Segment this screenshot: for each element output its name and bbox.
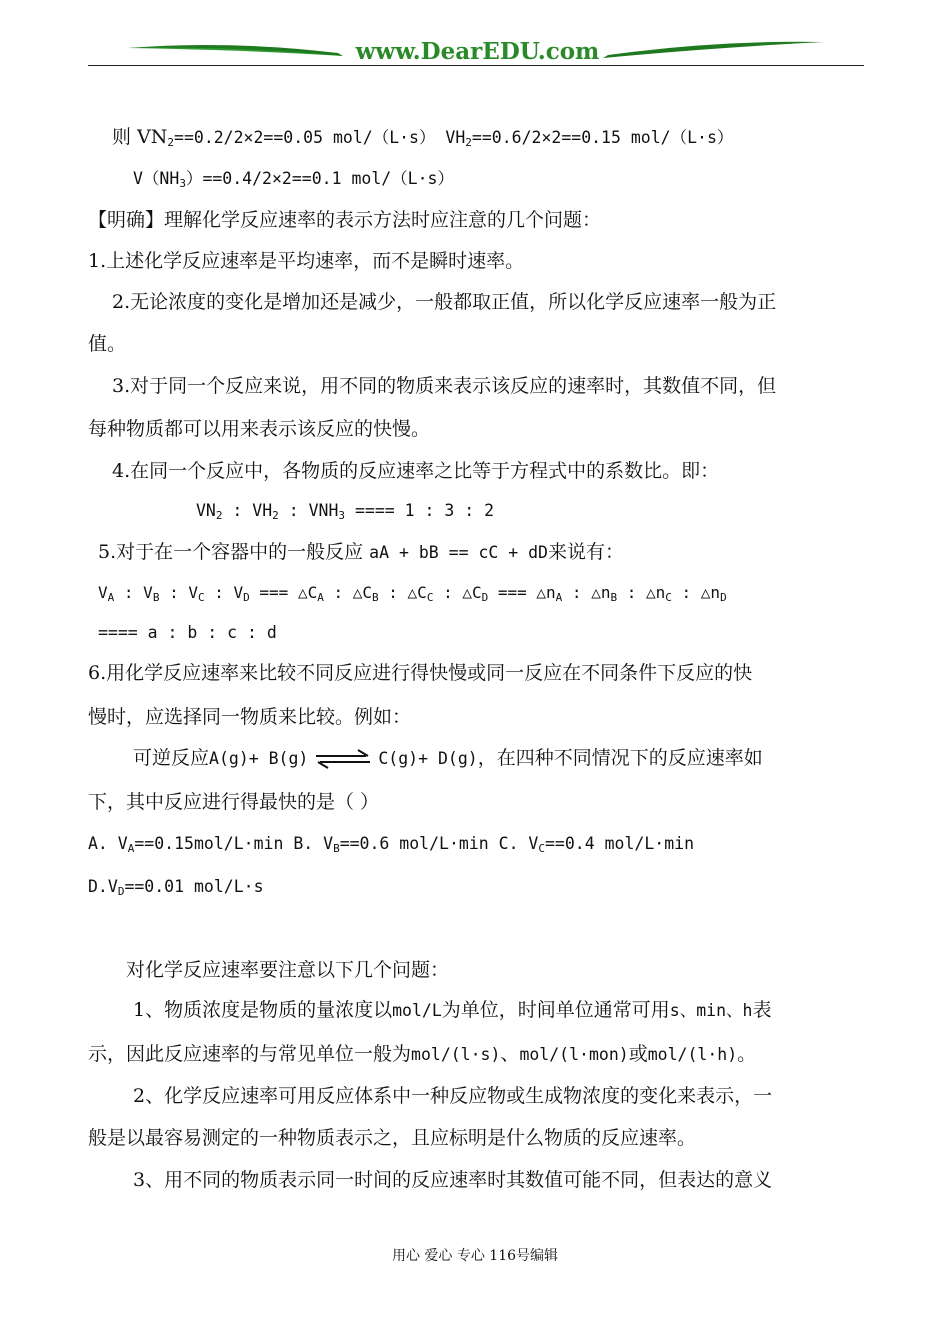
header-rule <box>88 65 864 66</box>
point-2-cont: 值。 <box>88 333 127 355</box>
section-heading-clarify: 【明确】理解化学反应速率的表示方法时应注意的几个问题： <box>88 209 602 231</box>
point-3-cont: 每种物质都可以用来表示该反应的快慢。 <box>88 418 431 440</box>
option-d: $D.V_D==0.01$ mol/L·s <box>88 877 264 898</box>
note-3: 3、用不同的物质表示同一时间的反应速率时其数值可能不同，但表达的意义 <box>133 1169 773 1191</box>
note-2: 2、化学反应速率可用反应体系中一种反应物或生成物浓度的变化来表示，一 <box>133 1085 773 1107</box>
general-ratio-result: ==== a : b : c : d <box>98 623 277 642</box>
general-ratio-line: $V_A$ : $V_B$ : $V_C$ : $V_D$ === $\triangle C_A$ : $\triangle C_B$ : $\triangle C_C$ : $\triangle C_D$ === $\triangle n_A$ : $\triangle n_B$ : $\triangle n_C$ : $\triangle n_D$ <box>98 583 727 604</box>
point-3: 3.对于同一个反应来说，用不同的物质来表示该反应的速率时，其数值不同，但 <box>112 375 777 397</box>
formula-line-nh3: $V(NH_3)==0.4/2\times 2==0.1$ mol/（L·s） <box>133 169 454 190</box>
note-1-cont: 示，因此反应速率的与常见单位一般为mol/(l·s)、mol/(l·mon)或mol/(l·h)。 <box>88 1043 757 1065</box>
point-2: 2.无论浓度的变化是增加还是减少，一般都取正值，所以化学反应速率一般为正 <box>112 291 777 313</box>
point-6: 6.用化学反应速率来比较不同反应进行得快慢或同一反应在不同条件下反应的快 <box>88 662 753 684</box>
options-abc: A. $V_A==0.15mol/L\cdot\min$ B. $V_B==0.6$ mol/L·min C. $V_C==0.4$ mol/L·min <box>88 834 695 855</box>
site-logo: www.DearEDU.com <box>355 38 600 65</box>
question-stem: 下，其中反应进行得最快的是（ ） <box>88 791 380 813</box>
notes-heading: 对化学反应速率要注意以下几个问题： <box>126 959 450 981</box>
note-1: 1、物质浓度是物质的量浓度以mol/L为单位，时间单位通常可用s、min、h表 <box>133 999 772 1021</box>
ratio-line: $VN_2$ : $VH_2$ : $VNH_3$ ==== 1 : 3 : 2 <box>196 501 495 522</box>
point-6-cont: 慢时，应选择同一物质来比较。例如： <box>88 706 412 728</box>
page-footer: 用心 爱心 专心 116号编辑 <box>391 1248 559 1264</box>
note-2-cont: 般是以最容易测定的一种物质表示之，且应标明是什么物质的反应速率。 <box>88 1127 697 1149</box>
formula-line-rates: 则 $VN_2==0.2/2\times 2==0.05$ mol/（L·s） $VH_2==0.6/2\times 2==0.15$ mol/（L·s） <box>112 126 734 149</box>
point-4: 4.在同一个反应中，各物质的反应速率之比等于方程式中的系数比。即： <box>112 460 720 482</box>
point-5: 5.对于在一个容器中的一般反应 aA + bB == cC + dD来说有： <box>98 541 624 563</box>
point-1: 1.上述化学反应速率是平均速率，而不是瞬时速率。 <box>88 250 525 272</box>
reversible-reaction-line: 可逆反应A(g)+ B(g) C(g)+ D(g)，在四种不同情况下的反应速率如 <box>133 747 763 769</box>
reversible-arrow-icon <box>314 748 372 770</box>
